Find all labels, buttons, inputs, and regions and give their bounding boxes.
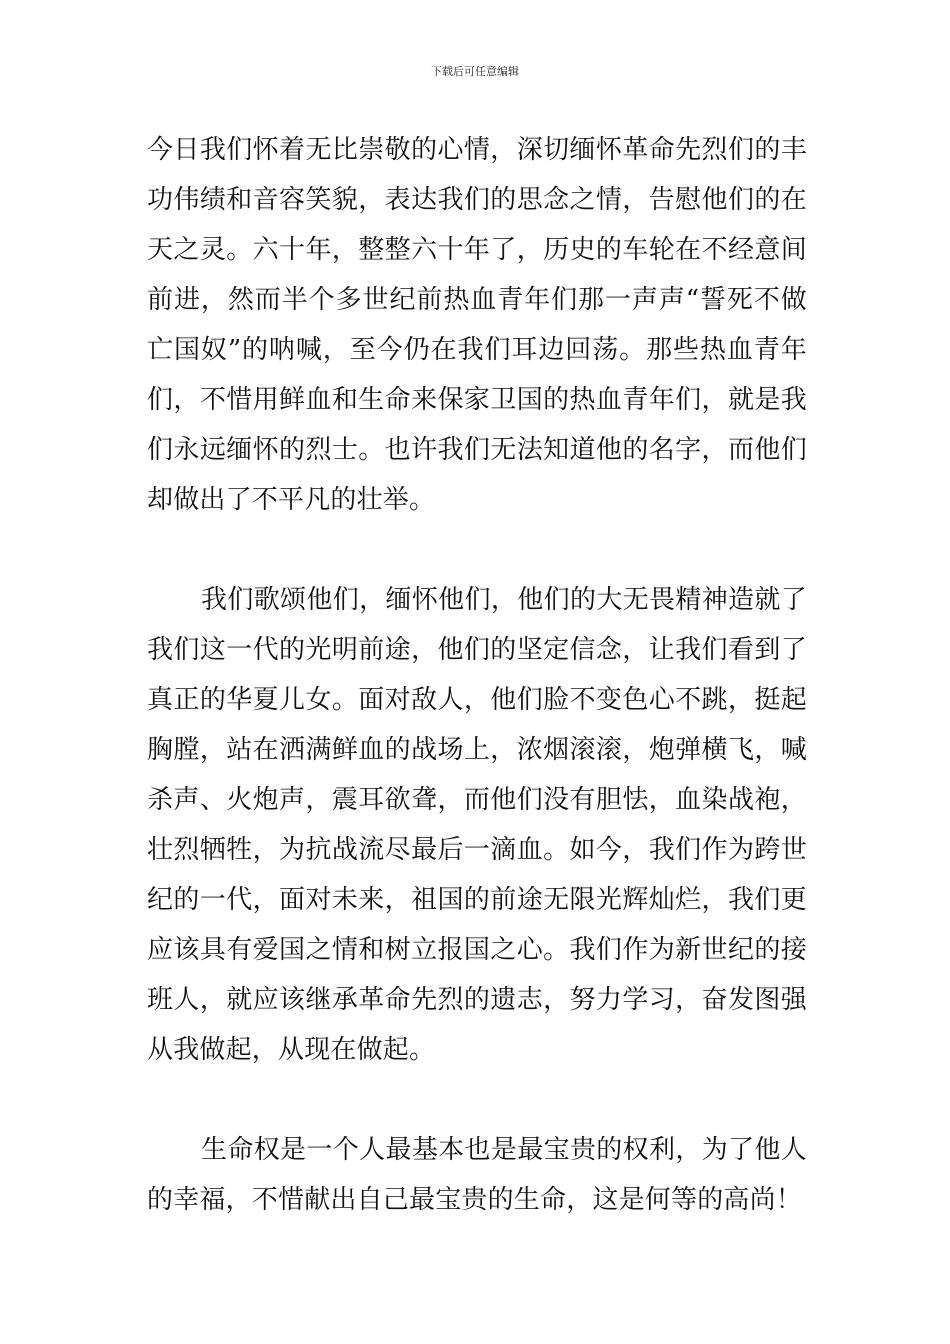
paragraph-3: 生命权是一个人最基本也是最宝贵的权利，为了他人的幸福，不惜献出自己最宝贵的生命，这是何等的高尚！ (147, 1135, 807, 1215)
paragraph-2: 我们歌颂他们，缅怀他们，他们的大无畏精神造就了我们这一代的光明前途，他们的坚定信念，让我们看到了真正的华夏儿女。面对敌人，他们脸不变色心不跳，挺起胸膛，站在洒满鲜血的战场上，浓烟滚滚，炮弹横飞，喊杀声、火炮声，震耳欲聋，而他们没有胆怯，血染战袍，壮烈牺牲，为抗战流尽最后一滴血。如今，我们作为跨世纪的一代，面对未来，祖国的前途无限光辉灿烂，我们更应该具有爱国之情和树立报国之心。我们作为新世纪的接班人，就应该继承革命先烈的遗志，努力学习，奋发图强从我做起，从现在做起。 (147, 585, 807, 1065)
page-header: 下载后可任意编辑 (431, 65, 519, 78)
paragraph-spacer (147, 525, 807, 575)
paragraph-spacer (147, 1075, 807, 1125)
document-body (147, 125, 807, 1225)
paragraph-1: 今日我们怀着无比崇敬的心情，深切缅怀革命先烈们的丰功伟绩和音容笑貌，表达我们的思念之情，告慰他们的在天之灵。六十年，整整六十年了，历史的车轮在不经意间前进，然而半个多世纪前热血青年们那一声声“誓死不做亡国奴”的呐喊，至今仍在我们耳边回荡。那些热血青年们，不惜用鲜血和生命来保家卫国的热血青年们，就是我们永远缅怀的烈士。也许我们无法知道他的名字，而他们却做出了不平凡的壮举。 (147, 135, 807, 515)
